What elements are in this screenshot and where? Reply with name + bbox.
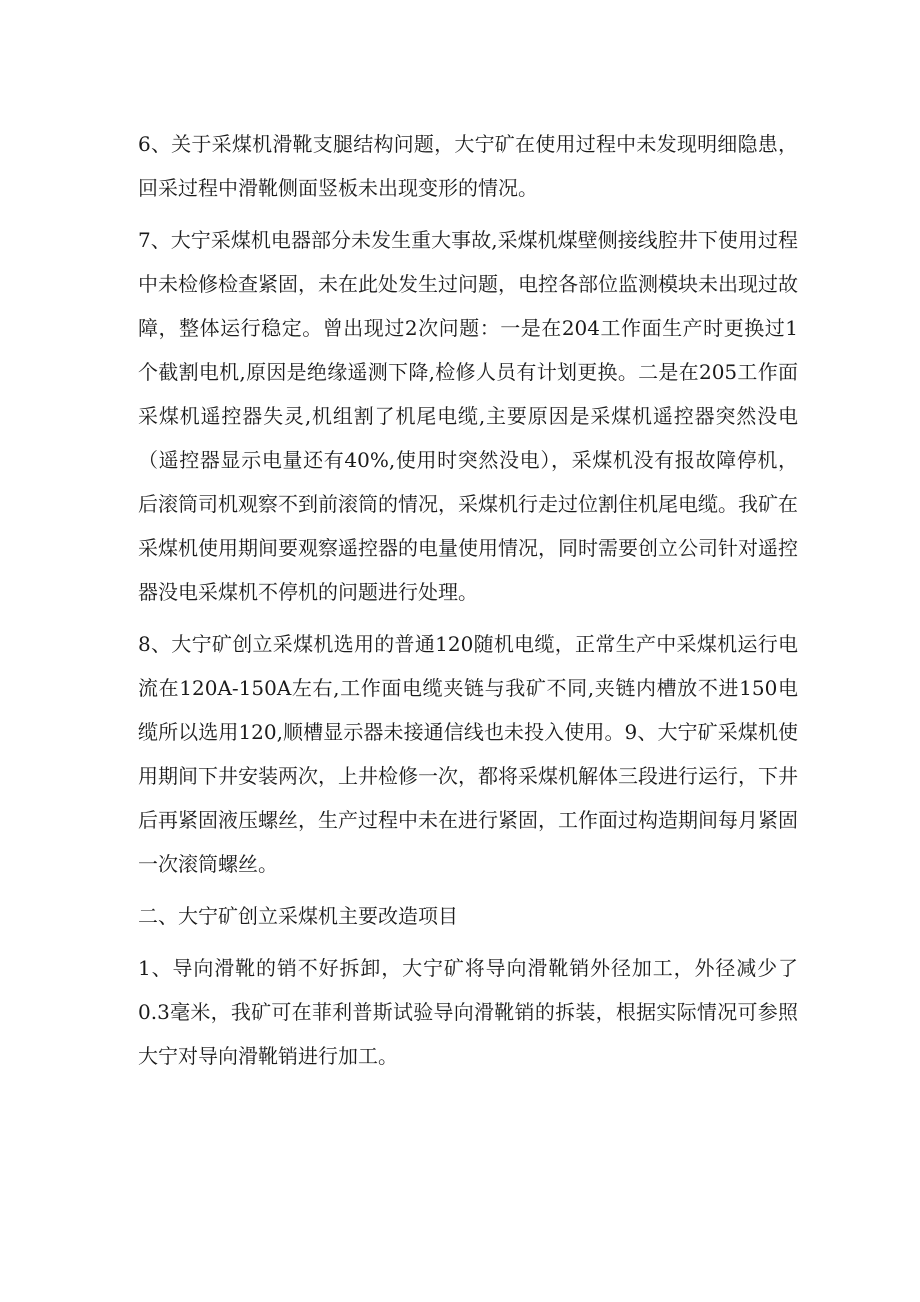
document-body <box>138 122 798 1086</box>
paragraph-item-7: 7、大宁采煤机电器部分未发生重大事故,采煤机煤壁侧接线腔井下使用过程中未检修检查紧固，未在此处发生过问题，电控各部位监测模块未出现过故障，整体运行稳定。曾出现过2次问题：一是在204工作面生产时更换过1个截割电机,原因是绝缘遥测下降,检修人员有计划更换。二是在205工作面采煤机遥控器失灵,机组割了机尾电缆,主要原因是采煤机遥控器突然没电（遥控器显示电量还有40%,使用时突然没电），采煤机没有报故障停机，后滚筒司机观察不到前滚筒的情况，采煤机行走过位割住机尾电缆。我矿在采煤机使用期间要观察遥控器的电量使用情况，同时需要创立公司针对遥控器没电采煤机不停机的问题进行处理。 <box>138 228 798 604</box>
paragraph-item-8-9: 8、大宁矿创立采煤机选用的普通120随机电缆，正常生产中采煤机运行电流在120A-150A左右,工作面电缆夹链与我矿不同,夹链内槽放不进150电缆所以选用120,顺槽显示器未接通信线也未投入使用。9、大宁矿采煤机使用期间下井安装两次，上井检修一次，都将采煤机解体三段进行运行，下井后再紧固液压螺丝，生产过程中未在进行紧固，工作面过构造期间每月紧固一次滚筒螺丝。 <box>138 632 798 876</box>
paragraph-item-1: 1、导向滑靴的销不好拆卸，大宁矿将导向滑靴销外径加工，外径减少了0.3毫米，我矿可在菲利普斯试验导向滑靴销的拆装，根据实际情况可参照大宁对导向滑靴销进行加工。 <box>138 956 798 1068</box>
paragraph-item-6: 6、关于采煤机滑靴支腿结构问题，大宁矿在使用过程中未发现明细隐患，回采过程中滑靴侧面竖板未出现变形的情况。 <box>138 132 798 200</box>
section-heading: 二、大宁矿创立采煤机主要改造项目 <box>138 904 458 928</box>
